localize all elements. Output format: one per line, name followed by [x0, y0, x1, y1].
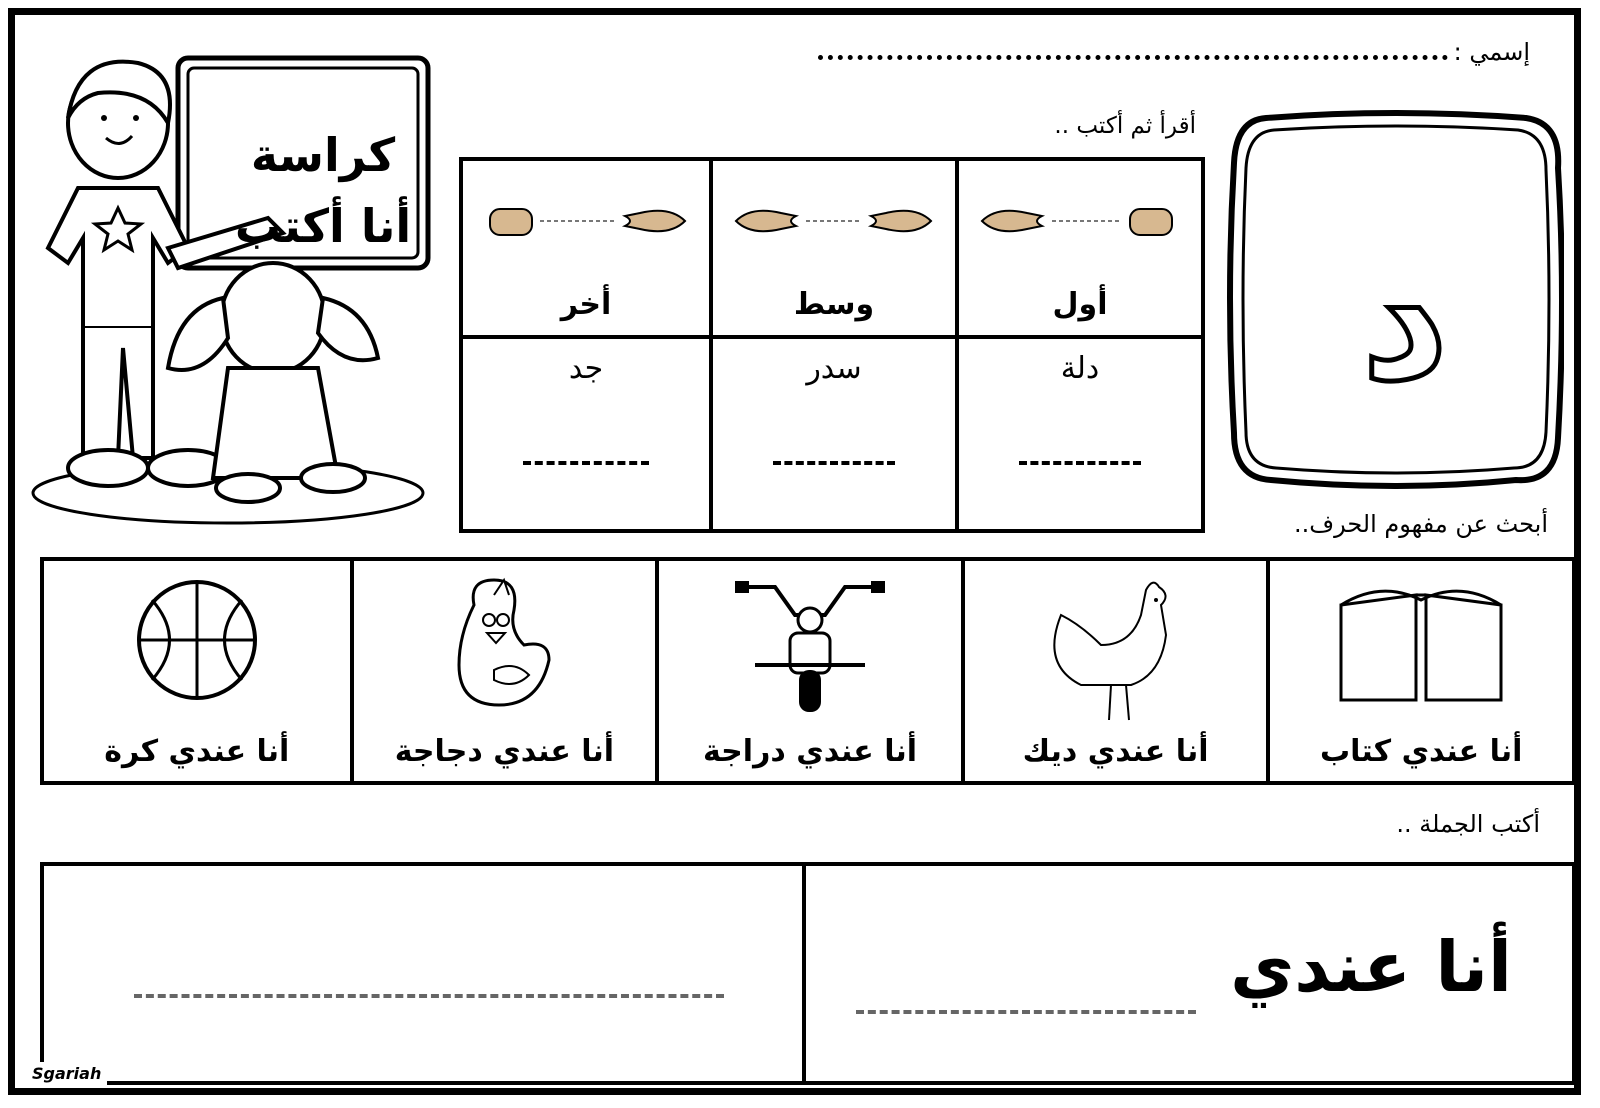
concept-caption: أنا عندي كتاب	[1320, 734, 1523, 769]
rooster-icon	[1041, 575, 1191, 725]
chicken-icon	[449, 575, 559, 715]
position-cell-middle	[709, 161, 955, 339]
position-label-last: أخر	[560, 287, 612, 322]
sentence-start: أنا عندي	[1230, 926, 1512, 1008]
ball-icon	[132, 575, 262, 705]
read-write-label: أقرأ ثم أكتب ..	[1054, 113, 1196, 139]
concept-cell-book[interactable]	[1266, 561, 1572, 781]
word-last: جد	[568, 351, 604, 386]
concept-caption: أنا عندي كرة	[104, 734, 290, 769]
sentence-cell-guided[interactable]	[802, 866, 1572, 1081]
motorcycle-icon	[735, 575, 885, 715]
word-cell-first[interactable]	[955, 339, 1201, 529]
hands-middle-icon	[726, 201, 941, 241]
book-icon	[1331, 575, 1511, 705]
writing-line[interactable]	[134, 994, 724, 998]
hands-last-icon	[480, 201, 695, 241]
concept-caption: أنا عندي دجاجة	[394, 734, 615, 769]
concept-cell-ball[interactable]	[44, 561, 350, 781]
watermark: Sgariah	[26, 1062, 107, 1085]
writing-line[interactable]	[523, 461, 649, 465]
writing-line[interactable]	[856, 1010, 1196, 1014]
word-cell-last[interactable]	[463, 339, 709, 529]
concept-caption: أنا عندي ديك	[1022, 734, 1209, 769]
sentence-label: أكتب الجملة ..	[1396, 810, 1540, 838]
board-title-line1: كراسة	[250, 128, 396, 182]
word-first: دلة	[1060, 351, 1100, 386]
teacher-kids-illustration	[28, 48, 448, 538]
name-label: إسمي :	[1453, 38, 1530, 66]
position-label-middle: وسط	[793, 287, 875, 322]
concept-label: أبحث عن مفهوم الحرف..	[1293, 510, 1548, 538]
board-title-line2: أنا أكتب	[234, 199, 412, 254]
read-write-table	[459, 157, 1205, 533]
writing-line[interactable]	[1019, 461, 1141, 465]
concept-cell-motorcycle[interactable]	[655, 561, 961, 781]
position-cell-first	[955, 161, 1201, 339]
position-label-first: أول	[1052, 287, 1108, 322]
name-field[interactable]	[818, 39, 1448, 60]
word-middle: سدر	[806, 351, 862, 386]
sentence-table	[40, 862, 1576, 1085]
sentence-cell-free[interactable]	[44, 866, 802, 1081]
concept-caption: أنا عندي دراجة	[702, 734, 918, 769]
position-cell-last	[463, 161, 709, 339]
word-cell-middle[interactable]	[709, 339, 955, 529]
board-title	[208, 120, 438, 263]
big-letter[interactable]: د	[1361, 221, 1449, 419]
concept-table	[40, 557, 1576, 785]
concept-cell-rooster[interactable]	[961, 561, 1267, 781]
concept-cell-chicken[interactable]	[350, 561, 656, 781]
hands-first-icon	[972, 201, 1187, 241]
name-row	[818, 38, 1530, 66]
writing-line[interactable]	[773, 461, 895, 465]
